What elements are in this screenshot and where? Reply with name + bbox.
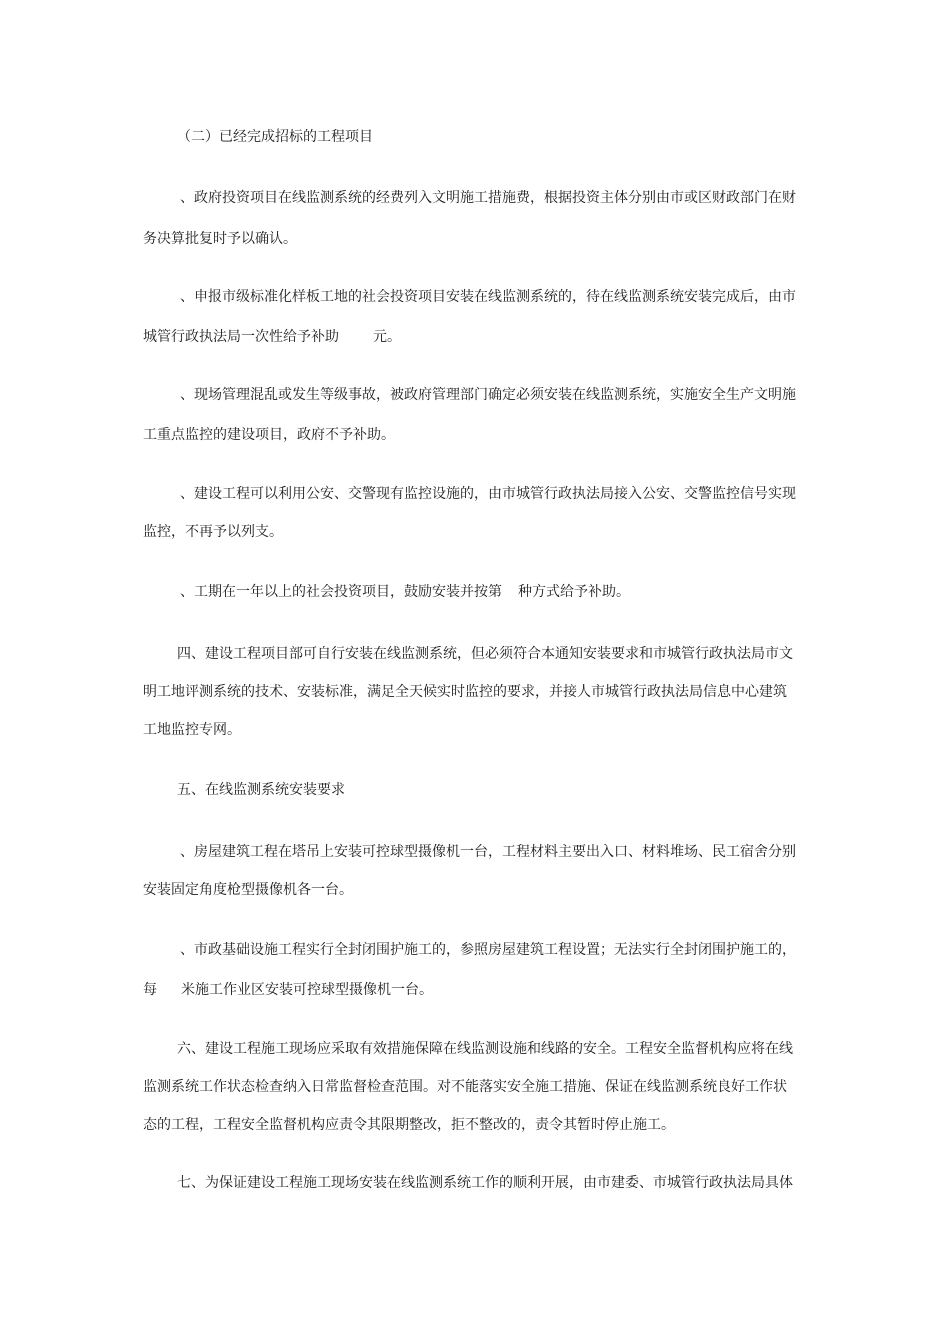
text-line: 态的工程，工程安全监督机构应责令其限期整改，拒不整改的，责令其暂时停止施工。	[143, 1117, 675, 1133]
text-line: 五、在线监测系统安装要求	[177, 782, 345, 798]
text-line: 监测系统工作状态检查纳入日常监督检查范围。对不能落实安全施工措施、保证在线监测系统良好工作状	[143, 1079, 787, 1095]
text-line: 明工地评测系统的技术、安装标准，满足全天候实时监控的要求，并接人市城管行政执法局信息中心建筑	[143, 684, 787, 700]
text-segment: 、工期在一年以上的社会投资项目，鼓励安装并按第	[180, 584, 502, 600]
text-line: （二）已经完成招标的工程项目	[177, 129, 373, 145]
text-line: 、市政基础设施工程实行全封闭围护施工的，参照房屋建筑工程设置；无法实行全封闭围护施工的，	[180, 942, 796, 958]
text-line	[180, 582, 630, 602]
text-line: 安装固定角度枪型摄像机各一台。	[143, 882, 353, 898]
text-line: 务决算批复时予以确认。	[143, 231, 297, 247]
text-segment: 元。	[373, 329, 401, 345]
text-segment: 每	[143, 982, 157, 998]
text-line: 、建设工程可以利用公安、交警现有监控设施的，由市城管行政执法局接入公安、交警监控信号实现	[180, 486, 796, 502]
text-line	[143, 327, 401, 347]
text-line: 、申报市级标准化样板工地的社会投资项目安装在线监测系统的，待在线监测系统安装完成后，由市	[180, 289, 796, 305]
text-line: 监控，不再予以列支。	[143, 524, 283, 540]
text-line: 、现场管理混乱或发生等级事故，被政府管理部门确定必须安装在线监测系统，实施安全生产文明施	[180, 387, 796, 403]
text-segment: 种方式给予补助。	[518, 584, 630, 600]
text-line: 、政府投资项目在线监测系统的经费列入文明施工措施费，根据投资主体分别由市或区财政部门在财	[180, 190, 796, 206]
text-segment: 城管行政执法局一次性给予补助	[143, 329, 339, 345]
text-line: 工地监控专网。	[143, 722, 241, 738]
text-line: 工重点监控的建设项目，政府不予补助。	[143, 427, 395, 443]
text-segment: 米施工作业区安装可控球型摄像机一台。	[181, 982, 433, 998]
text-line: 、房屋建筑工程在塔吊上安装可控球型摄像机一台，工程材料主要出入口、材料堆场、民工宿舍分别	[180, 844, 796, 860]
text-line: 六、建设工程施工现场应采取有效措施保障在线监测设施和线路的安全。工程安全监督机构应将在线	[177, 1041, 793, 1057]
text-line	[143, 980, 433, 1000]
text-line: 四、建设工程项目部可自行安装在线监测系统，但必须符合本通知安装要求和市城管行政执法局市文	[177, 646, 793, 662]
text-line: 七、为保证建设工程施工现场安装在线监测系统工作的顺利开展，由市建委、市城管行政执法局具体	[177, 1175, 793, 1191]
